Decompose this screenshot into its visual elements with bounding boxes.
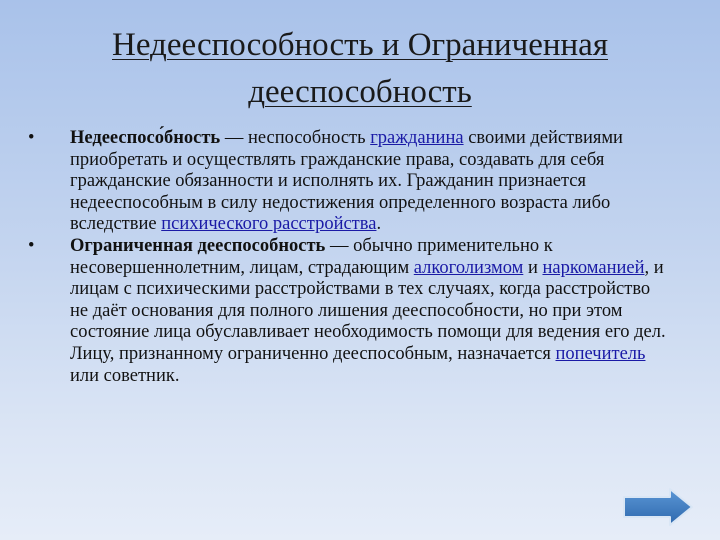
bullet-limited-capacity (28, 236, 668, 387)
slide-title (40, 22, 680, 116)
link-mental-disorder[interactable]: психического расстройства (161, 214, 377, 235)
bullet-text: — обычно применительно к несовершеннолетним, лицам, страдающим (70, 235, 553, 278)
term-limited-capacity: Ограниченная дееспособность (70, 235, 326, 256)
link-alcoholism[interactable]: алкоголизмом (413, 257, 524, 278)
bullet-text: или советник. (70, 365, 180, 386)
bullet-dot: • (28, 235, 35, 256)
slide-content (28, 128, 668, 387)
link-citizen[interactable]: гражданина (370, 128, 464, 148)
link-drug-addiction[interactable]: наркоманией (542, 257, 645, 278)
term-incapacity: Недееспосо́бность (70, 128, 221, 148)
bullet-incapacity (28, 128, 668, 236)
bullet-text: , и лицам с психическими расстройствами в тех случаях, когда расстройство не даёт основания для полного лишения дееспособности, но при этом состояние лица обуславливает необходимость помощи для ведения его дел. Лицу, признанному ограниченно дееспособным, назначается (70, 257, 666, 364)
bullet-text: своими действиями приобретать и осуществлять гражданские права, создавать для себя гражданские обязанности и исполнять их. Гражданин признается недееспособным в силу недостижения определенного возраста либо вследствие (70, 128, 623, 235)
next-slide-button[interactable] (622, 487, 694, 527)
right-arrow-icon (622, 487, 694, 527)
bullet-text: . (376, 214, 382, 235)
link-guardian[interactable]: попечитель (555, 343, 646, 364)
slide-title-line-2: дееспособность (248, 74, 472, 110)
bullet-dot: • (28, 128, 35, 148)
bullet-text: — неспособность (220, 128, 371, 148)
slide-title-line-1: Недееспособность и Ограниченная (112, 27, 608, 63)
bullet-text: и (523, 257, 543, 278)
